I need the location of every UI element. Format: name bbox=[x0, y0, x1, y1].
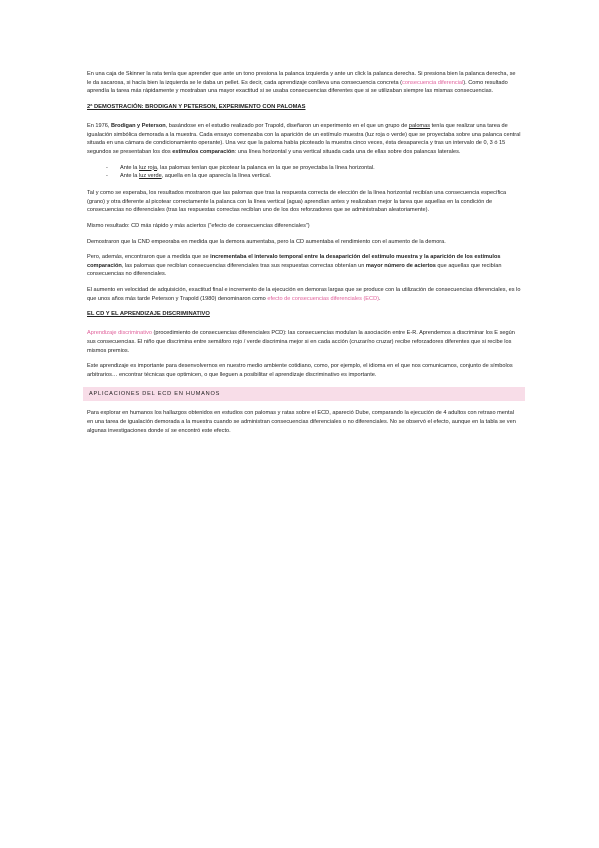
paragraph-same-result: Mismo resultado: CD más rápido y más aciertos (“efecto de consecuencias diferenciales”) bbox=[87, 222, 310, 229]
list-item bbox=[106, 172, 521, 181]
paragraph-interval bbox=[87, 253, 521, 279]
underlined-text: luz verde bbox=[138, 173, 162, 180]
intro-paragraph bbox=[87, 70, 521, 96]
bold-text: incrementaba el intervalo temporal entre la desaparición del estímulo muestra y la aparición de los estímulos comparación bbox=[87, 254, 501, 269]
text: En una caja de Skinner la rata tenía que aprender que ante un tono presiona la palanca izquierda y ante un click la palanca derecha. Si presiona bien la palanca derecha, se le da sacarosa, si hacía bien la izquierda se le daba un pellet. Es decir, cada aprendizaje conlleva una consecuencia concreta ( bbox=[87, 71, 516, 86]
bold-text: estímulos comparación bbox=[172, 148, 235, 155]
list-item bbox=[106, 164, 521, 173]
text: (procedimiento de consecuencias diferenciales PCD): las consecuencias modulan la asociación entre E-R. Aprendemos a discriminar los E según sus consecuencias. El niño que discrimina entre semáforo rojo / verde discrimina mejor si en cada acción (cruzar/no cruzar) recibe reforzadores diferentes que si recibe los mismos premios. bbox=[87, 330, 515, 354]
paragraph-importance: Este aprendizaje es importante para desenvolvernos en nuestro medio ambiente cotidiano, como, por ejemplo, el idioma en el que nos comunicamos, conjunto de símbolos arbitrarios… encontrar técnicas que optimicen, o que lleguen a posibilitar el aprendizaje discriminativo es importante. bbox=[87, 363, 513, 379]
paragraph-discriminative-learning bbox=[87, 329, 521, 355]
highlight-term: Aprendizaje discriminativo bbox=[87, 330, 152, 337]
paragraph-humans: Para explorar en humanos los hallazgos obtenidos en estudios con palomas y ratas sobre el ECD, apareció Dube, comparando la ejecución de 4 adultos con retraso mental en una tarea de igualación demorada a la muestra cuando se administran consecuencias diferenciales o no diferenciales. No se observó el efecto, aunque en la tabla se ven algunas investigaciones donde sí se encontró este efecto. bbox=[87, 410, 516, 434]
text: que aquellas que recibían consecuencias no diferenciales. bbox=[87, 262, 502, 278]
bullet-list bbox=[87, 164, 521, 181]
highlight-term: efecto de consecuencias diferenciales (ECD) bbox=[267, 295, 379, 302]
paragraph-results: Tal y como se esperaba, los resultados mostraron que las palomas que tras la respuesta correcta de elección de la línea horizontal recibían una consecuencia específica (grano) y otra diferente al picotear correctamente la palanca con la línea vertical (agua) aprendían antes y realizaban mejor la tarea que aquellas en la condición de consecuencias no diferenciales (tras las respuestas correctas recibían uno de los dos reforzadores que se administraban aleatoriamente). bbox=[87, 189, 507, 214]
paragraph-delay: Demostraron que la CND empeoraba en medida que la demora aumentaba, pero la CD aumentaba el rendimiento con el aumento de la demora. bbox=[87, 238, 446, 245]
text: . bbox=[378, 295, 381, 302]
text: : una línea horizontal y una vertical situada cada una de ellas sobre dos palancas laterales. bbox=[234, 148, 461, 155]
underlined-text: palomas bbox=[408, 122, 431, 129]
paragraph-ecd-definition bbox=[87, 286, 521, 303]
bold-text: Brodigan y Peterson bbox=[110, 122, 166, 129]
text: , las palomas que recibían consecuencias diferenciales tras sus respuestas correctas obtenían un bbox=[121, 262, 366, 269]
highlight-term: consecuencia diferencial bbox=[402, 79, 464, 86]
text: ). Como resultado aprendía la tarea más rápidamente y mostraban una mayor exactitud si se usaba consecuencias diferentes que si se utilizaban siempre las mismas consecuencias. bbox=[87, 79, 508, 95]
bold-text: mayor número de aciertos bbox=[365, 262, 436, 269]
section-heading-brodigan-peterson: 2ª DEMOSTRACIÓN: BRODIGAN Y PETERSON, EXPERIMENTO CON PALOMAS bbox=[87, 103, 306, 110]
text: Pero, además, encontraron que a medida que se bbox=[87, 254, 211, 261]
text: , basándose en el estudio realizado por Trapold, diseñaron un experimento en el que un grupo de bbox=[165, 122, 409, 129]
text: El aumento en velocidad de adquisición, exactitud final e incremento de la ejecución en demoras largas que se produce con la utilización de consecuencias diferenciales, es lo que unos años más tarde Peterson y Trapold (1980) denominaron como bbox=[87, 287, 521, 302]
section-heading-cd-discriminative: EL CD Y EL APRENDIZAJE DISCRIMINATIVO bbox=[87, 311, 210, 318]
text: Ante la bbox=[120, 164, 139, 171]
text: En 1976, bbox=[87, 122, 111, 129]
text: Ante la bbox=[120, 173, 139, 180]
text: , aquella en la que aparecía la línea vertical. bbox=[161, 173, 272, 180]
paragraph-experiment bbox=[87, 122, 521, 157]
text: tenía que realizar una tarea de igualación simbólica demorada a la muestra. Cada ensayo comenzaba con la aparición de un estímulo muestra (luz roja o verde) que se proyectaba sobre una palanca central situada en una cámara de condicionamiento operante). Una vez que la paloma había picoteado la muestra cinco veces, ésta desaparecía y tras un intervalo de 0, 3 ó 15 segundos se presentaban los dos bbox=[87, 122, 521, 155]
section-band-applications: APLICACIONES DEL ECD EN HUMANOS bbox=[83, 387, 525, 402]
underlined-text: luz roja bbox=[138, 164, 158, 171]
text: , las palomas tenían que picotear la palanca en la que se proyectaba la línea horizontal. bbox=[157, 164, 375, 171]
